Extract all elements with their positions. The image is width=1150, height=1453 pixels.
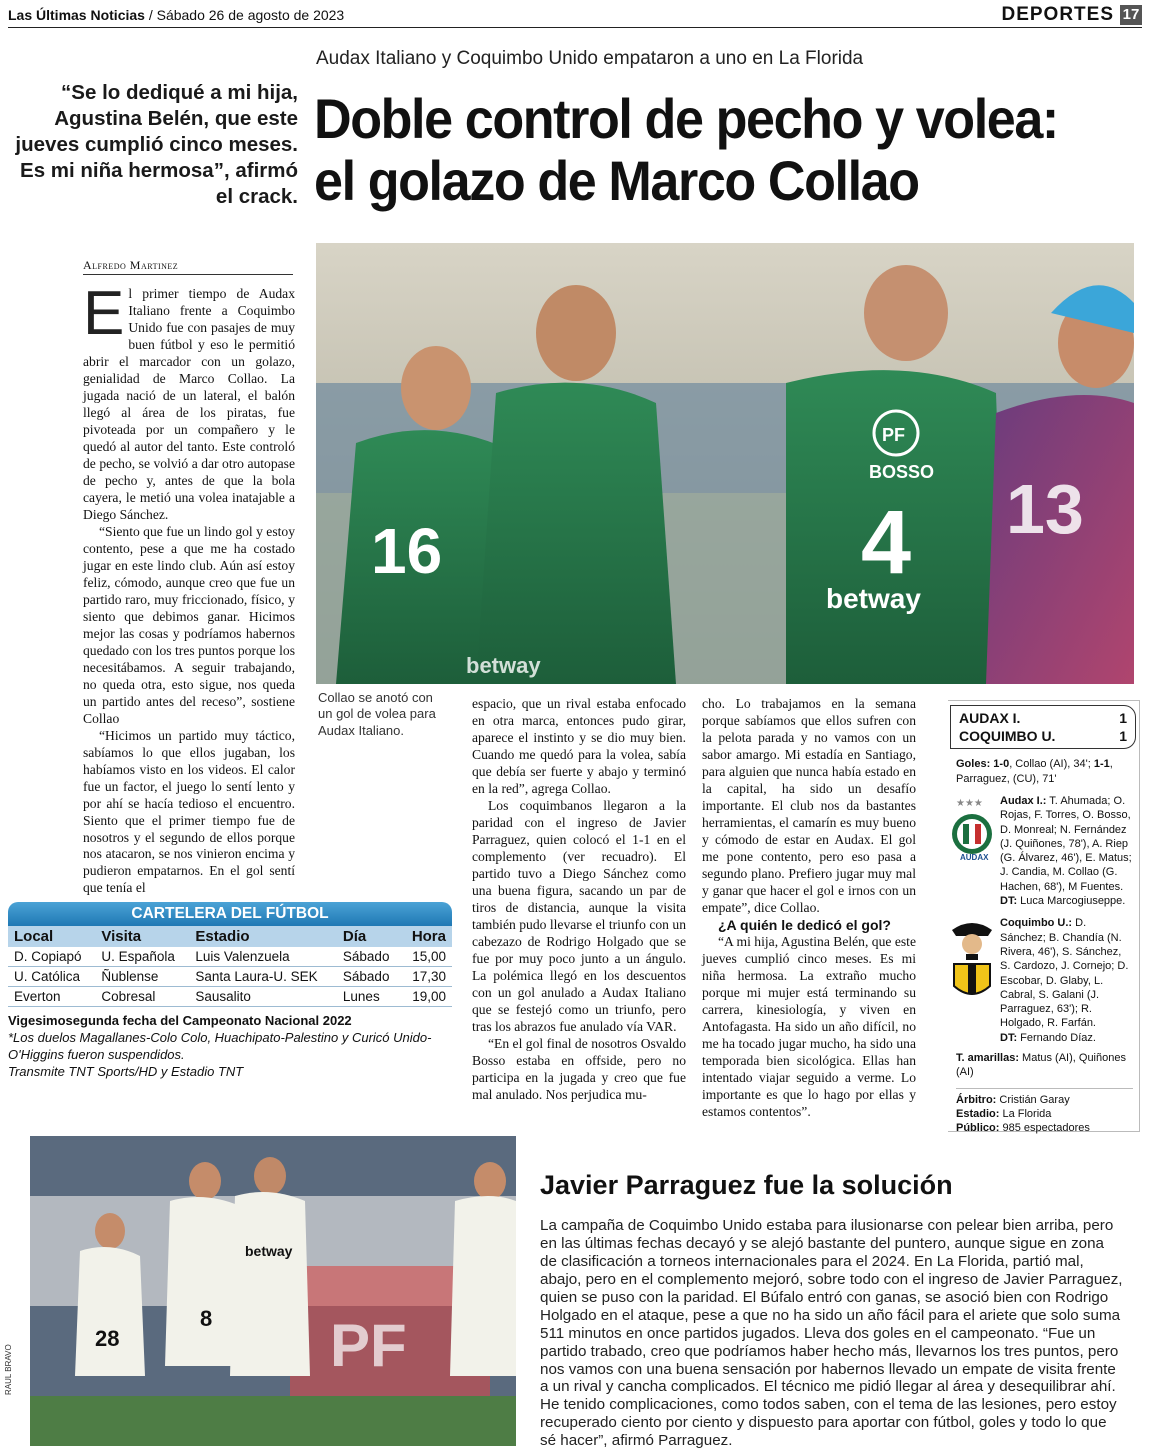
match-sheet <box>948 700 1140 1135</box>
shirt-badge: PF <box>882 425 906 445</box>
secondary-headline: Javier Parraguez fue la solución <box>540 1170 953 1200</box>
article-paragraph: “A mi hija, Agustina Belén, que este jueves cumplió cinco meses. Es mi niña hermosa. La extraño mucho porque mi mujer está terminando su carrera, kinesiología, y viven en Antofagasta. Ha sido un año difícil, no me ha tocado jugar mucho, ha sido una temporada bien sicológica. Ellas han intentado viajar seguido a verme. Lo importante es que lo hago por ellas y estamos contentos”. <box>702 934 916 1120</box>
main-photo-illustration <box>316 243 1134 684</box>
column-header: Visita <box>95 926 189 947</box>
secondary-photo <box>30 1136 516 1446</box>
photo-credit: RAUL BRAVO <box>4 1344 13 1395</box>
photo-caption: Collao se anotó con un gol de volea para Audax Italiano. <box>318 690 436 738</box>
newspaper-name: Las Últimas Noticias <box>8 7 145 23</box>
fixtures-title: CARTELERA DEL FÚTBOL <box>8 902 452 926</box>
article-paragraph: cho. Lo trabajamos en la semana porque sabíamos que ellos sufren con la pelota parada y no vamos con un sabor amargo. Mi estadía en Santiago, para alguien que nunca había estado en la capital, ha sido un desafío importante. El club nos da bastantes herramientas, el camarín es muy bueno y cómodo de estar en Audax. El gol me pone contento, pero eso pasa a segundo plano. Prefiero jugar muy mal y ganar que hacer el gol e irnos con un empate”, dice Collao. <box>702 696 916 915</box>
byline-author: Alfredo Martinez <box>83 258 179 272</box>
table-row: Everton Cobresal Sausalito Lunes 19,00 <box>8 987 452 1007</box>
page-number: 17 <box>1120 5 1142 25</box>
shirt-number-8: 8 <box>200 1306 213 1331</box>
article-paragraph: “Hicimos un partido muy táctico, sabíamos lo que ellos jugaban, los habíamos visto en los videos. El calor fue un factor, el juego lo sentí lento y por ahí se hacía tedioso el encuentro. Siento que el primer tiempo fue de nosotros y el segundo de ellos porque nos atacaron, se nos vinieron encima y pudieron empatarnos. En el gol sentí que tenía el <box>83 727 295 896</box>
shirt-number-4: 4 <box>861 493 912 593</box>
page-header <box>8 4 1142 28</box>
shirt-sponsor-2: betway <box>466 653 541 678</box>
team-2-name: COQUIMBO U. <box>959 728 1056 745</box>
article-paragraph: espacio, que un rival estaba enfocado en otra marca, entonces pudo girar, aparece el instinto y se dio muy bien. Cuando me quedó para la volea, sabía que debía ser fuerte y abajo y terminó en la red”, agrega Collao. <box>472 696 686 796</box>
audax-lineup: Audax I.: T. Ahumada; O. Rojas, F. Torres, O. Bosso, D. Monreal; N. Fernández (J. Quiñones, 78'), A. Riep (G. Álvarez, 46'), E. Matus; J. Candia, M. Collao (G. Hachen, 68'), M Fuentes. DT: Luca Marcogiuseppe. <box>1000 794 1132 908</box>
article-paragraph: El primer tiempo de Audax Italiano frente a Coquimbo Unido fue con pasajes de muy buen fútbol y eso le permitió abrir el marcador con un golazo, genialidad de Marco Collao. La jugada nació de un lateral, el balón llegó al área de los piratas, fue pivoteada por un compañero y le quedó al autor del tanto. Este controló de pecho, se volvió a dar otro autopase de pecho y, antes de que la bola cayera, le metió una volea inatajable a Diego Sánchez. <box>83 279 295 522</box>
shirt-sponsor: betway <box>826 583 921 614</box>
shirt-number-28: 28 <box>95 1326 120 1351</box>
fixtures-note-title: Vigesimosegunda fecha del Campeonato Nacional 2022 <box>8 1013 352 1028</box>
publication-date: / Sábado 26 de agosto de 2023 <box>148 7 345 23</box>
referee: Cristián Garay <box>999 1093 1070 1106</box>
headline-line-2: el golazo de Marco Collao <box>314 148 919 212</box>
audax-crest-icon <box>948 794 996 908</box>
column-header: Hora <box>401 926 452 947</box>
stadium: La Florida <box>1002 1107 1052 1120</box>
banner-badge: PF <box>330 1312 407 1379</box>
shirt-name-bosso: BOSSO <box>869 462 935 482</box>
svg-text:AUDAX: AUDAX <box>960 852 989 862</box>
score-box <box>950 705 1136 749</box>
secondary-body: La campaña de Coquimbo Unido estaba para ilusionarse con pelear bien arriba, pero en las últimas fechas decayó y se alejó bastante del puntero, aunque sigue en zona de clasificación a torneos internacionales para el 2024. En La Florida, partió mal, abajo, pero en el complemento mejoró, sobre todo con el ingreso de Javier Parraguez, quien se puso con la paridad. El Búfalo entró con ganas, se asoció bien con Rodrigo Holgado en el ataque, pese a que no ha sido un año fácil para el ariete que solo suma 511 minutos en once partidos jugados. Lleva dos goles en el campeonato. “Fue un partido trabado, creo que podríamos haber hecho más, llevarnos los tres puntos, pero nos vamos con una buena sensación por habernos llevado un empate de visita frente a un rival y cancha complicados. El técnico me pidió llegar al área y desequilibrar ahí. He tenido complicaciones, como todos saben, con el tema de las lesiones, pero estoy recuperado ciento por ciento y dispuesto para aportar con fútbol, goles y todo lo que sé hacer”, afirmó Parraguez. <box>540 1217 1123 1450</box>
secondary-photo-illustration <box>30 1136 516 1446</box>
coquimbo-lineup: Coquimbo U.: D. Sánchez; B. Chandía (N. Rivera, 46'), S. Sánchez, S. Cardozo, J. Cornejo; D. Escobar, D. Glaby, L. Cabral, S. Galani (J. Parraguez, 63'); R. Holgado, R. Farfán. DT: Fernando Díaz. <box>1000 917 1129 1044</box>
article-paragraph: “Siento que fue un lindo gol y estoy contento, pese a que me ha costado jugar en este lindo club. Aún así estoy feliz, cómodo, aunque creo que fue un partido raro, muy friccionado, físico, y siento que debimos ganar. Hicimos mejor las cosas y podríamos habernos quedado con los tres puntos porque los necesitábamos. A seguir trabajando, no queda otra, esto sigue, nos queda un partido antes del receso”, sostiene Collao <box>83 523 295 726</box>
headline <box>314 88 1086 211</box>
drop-cap: E <box>83 279 125 348</box>
svg-text:★★★: ★★★ <box>956 797 983 809</box>
fixtures-note <box>8 1013 452 1081</box>
article-subhead: ¿A quién le dedicó el gol? <box>718 916 891 933</box>
coquimbo-lineup-block <box>948 916 1133 1045</box>
team-1-score: 1 <box>1119 710 1127 726</box>
fixtures-header-row <box>8 926 452 947</box>
audax-lineup-block <box>948 794 1133 908</box>
column-header: Día <box>337 926 401 947</box>
table-row: U. Católica Ñublense Santa Laura-U. SEK Sábado 17,30 <box>8 967 452 987</box>
match-officials: Árbitro: Cristián Garay Estadio: La Florida Público: 985 espectadores <box>956 1088 1133 1136</box>
coquimbo-pirate-crest-icon <box>948 916 996 1045</box>
article-column-2 <box>472 696 686 1104</box>
section-label: DEPORTES <box>1001 4 1114 25</box>
kicker: Audax Italiano y Coquimbo Unido empataron a uno en La Florida <box>316 48 864 69</box>
fixtures-note-broadcast: Transmite TNT Sports/HD y Estadio TNT <box>8 1063 244 1079</box>
masthead <box>8 7 344 23</box>
column-header: Local <box>8 926 95 947</box>
byline <box>83 258 293 275</box>
main-photo <box>316 243 1134 684</box>
fixtures-table <box>8 926 452 1007</box>
shirt-number-16: 16 <box>371 515 443 587</box>
article-paragraph: “En el gol final de nosotros Osvaldo Bosso estaba en offside, pero no participa en la jugada y creo que fue mal anulado. Nos perjudica mu- <box>472 1035 686 1102</box>
column-header: Estadio <box>189 926 337 947</box>
shirt-number-13: 13 <box>1006 470 1084 548</box>
headline-line-1: Doble control de pecho y volea: <box>314 87 1058 150</box>
pull-quote: “Se lo dediqué a mi hija, Agustina Belén, que este jueves cumplió cinco meses. Es mi niña hermosa”, afirmó el crack. <box>15 81 298 209</box>
fixtures-box <box>8 902 452 1081</box>
team-2-score: 1 <box>1119 728 1127 745</box>
article-column-3 <box>702 696 916 1121</box>
article-paragraph: Los coquimbanos llegaron a la paridad con el ingreso de Javier Parraguez, quien colocó el 1-1 en el complemento (ver recuadro). El partido tuvo a Diego Sánchez como una buena figura, sacando un par de tiros de distancia, aunque la visita también pudo llevarse el triunfo con un cabezazo de Rodrigo Holgado que se fue por muy poco junto a un ángulo. La polémica llegó en los descuentos con un gol anulado a Audax Italiano que se festejó como un triunfo, pero tras los abrazos fue anulado vía VAR. <box>472 797 686 1034</box>
yellow-cards: T. amarillas: Matus (AI), Quiñones (AI) <box>956 1052 1126 1079</box>
shirt-sponsor: betway <box>245 1243 293 1259</box>
team-1-name: AUDAX I. <box>959 710 1021 726</box>
attendance: 985 espectadores <box>1002 1122 1090 1135</box>
article-column-1 <box>83 279 295 897</box>
table-row: D. Copiapó U. Española Luis Valenzuela Sábado 15,00 <box>8 947 452 967</box>
goals-summary: Goles: 1-0, Collao (AI), 34'; 1-1, Parraguez, (CU), 71' <box>956 758 1113 785</box>
fixtures-note-suspended: *Los duelos Magallanes-Colo Colo, Huachipato-Palestino y Curicó Unido-O'Higgins fueron suspendidos. <box>8 1029 432 1062</box>
